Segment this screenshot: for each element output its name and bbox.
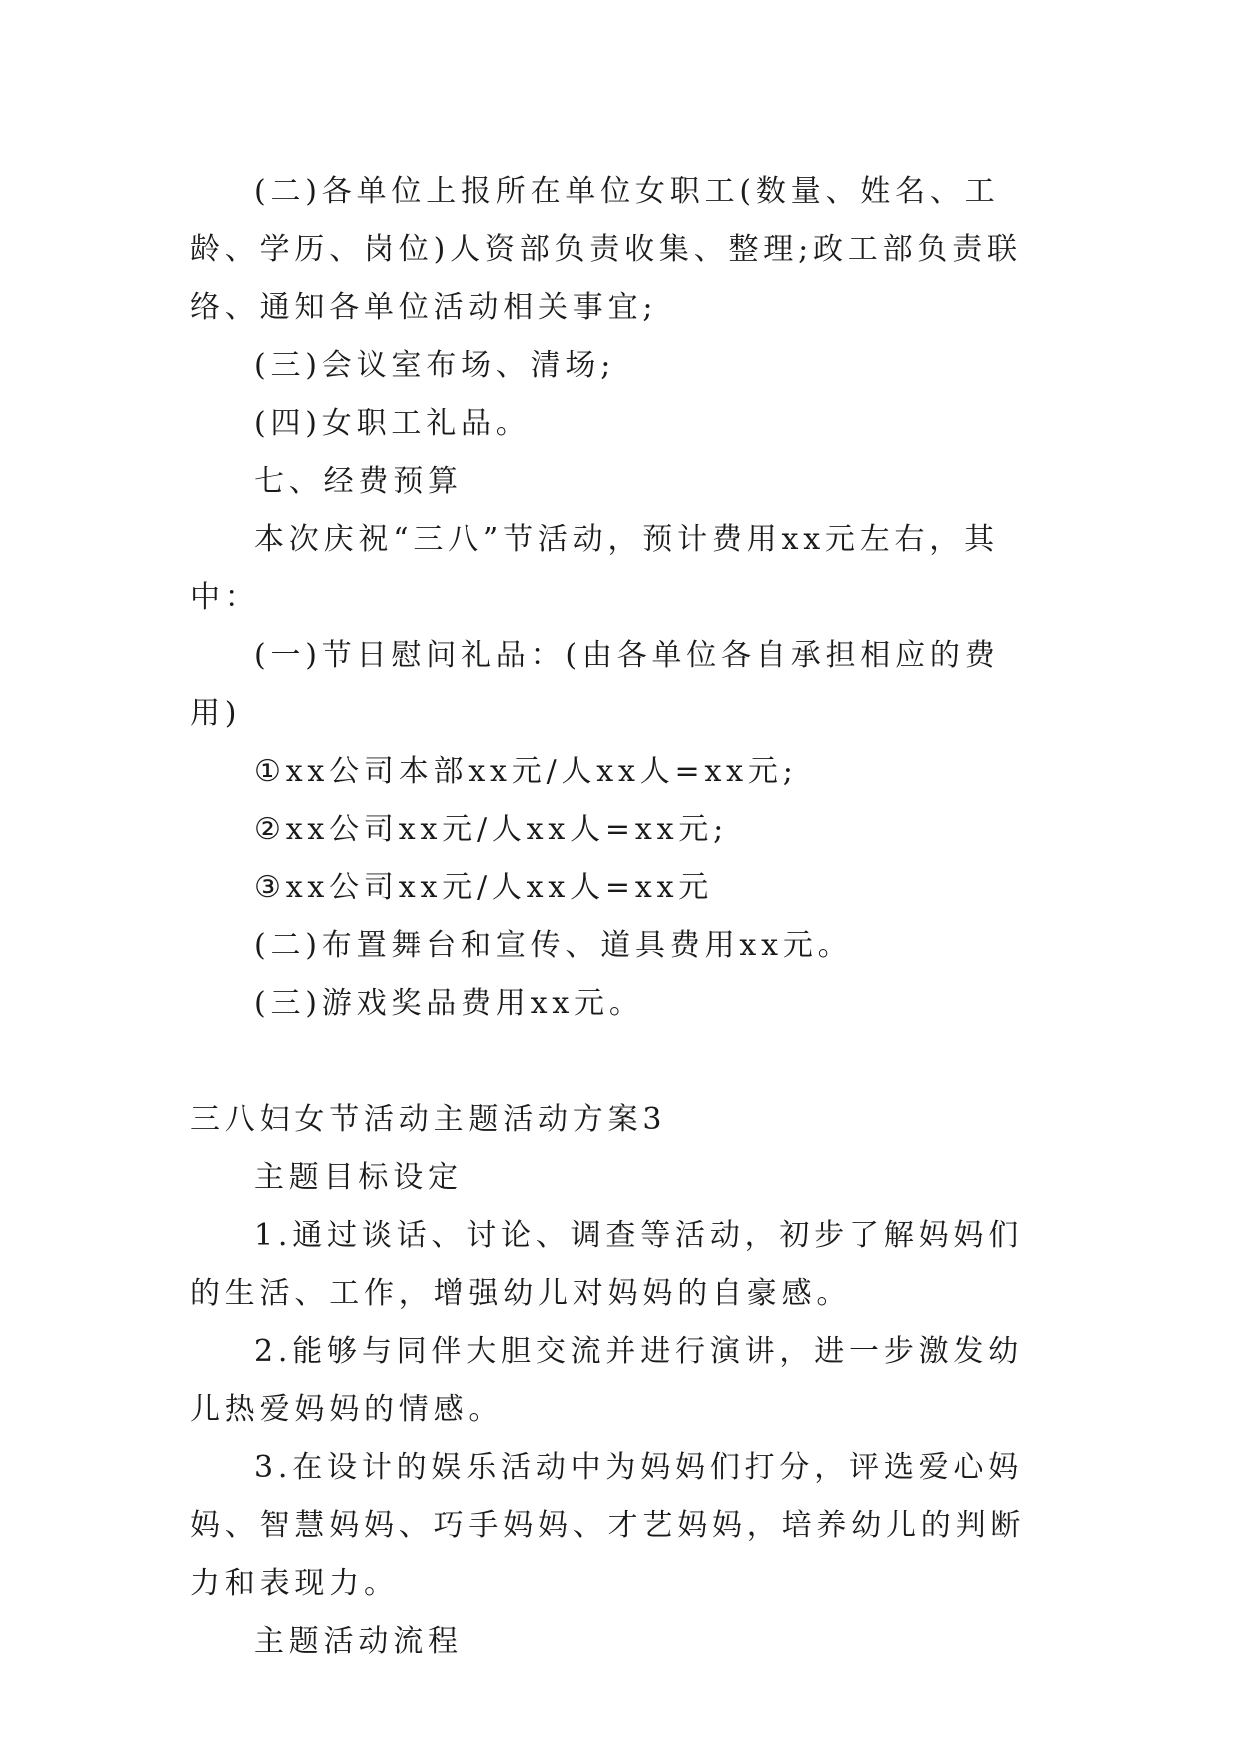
- paragraph: 3.在设计的娱乐活动中为妈妈们打分，评选爱心妈妈、智慧妈妈、巧手妈妈、才艺妈妈，培养幼儿的判断力和表现力。: [190, 1450, 1026, 1601]
- document-body: [190, 163, 1050, 1671]
- paragraph: 2.能够与同伴大胆交流并进行演讲，进一步激发幼儿热爱妈妈的情感。: [190, 1334, 1024, 1427]
- section-heading: 主题活动流程: [254, 1624, 463, 1659]
- list-item: ②xx公司xx元/人xx人=xx元;: [254, 812, 728, 847]
- paragraph: (二)布置舞台和宣传、道具费用xx元。: [254, 928, 853, 963]
- paragraph: (二)各单位上报所在单位女职工(数量、姓名、工龄、学历、岗位)人资部负责收集、整理;政工部负责联络、通知各单位活动相关事宜;: [190, 174, 1022, 325]
- list-item: ①xx公司本部xx元/人xx人=xx元;: [254, 754, 798, 789]
- paragraph: (三)游戏奖品费用xx元。: [254, 986, 644, 1021]
- section-spacer: [190, 1033, 1050, 1091]
- paragraph: (一)节日慰问礼品：(由各单位各自承担相应的费用): [190, 638, 1000, 731]
- section-title: 三八妇女节活动主题活动方案3: [190, 1102, 667, 1137]
- paragraph: 1.通过谈话、讨论、调查等活动，初步了解妈妈们的生活、工作，增强幼儿对妈妈的自豪感。: [190, 1218, 1024, 1311]
- paragraph: (三)会议室布场、清场;: [254, 348, 616, 383]
- list-item: ③xx公司xx元/人xx人=xx元: [254, 870, 714, 905]
- section-heading: 七、经费预算: [254, 464, 463, 499]
- section-heading: 主题目标设定: [254, 1160, 463, 1195]
- paragraph: (四)女职工礼品。: [254, 406, 531, 441]
- paragraph: 本次庆祝“三八”节活动，预计费用xx元左右，其中：: [190, 522, 999, 615]
